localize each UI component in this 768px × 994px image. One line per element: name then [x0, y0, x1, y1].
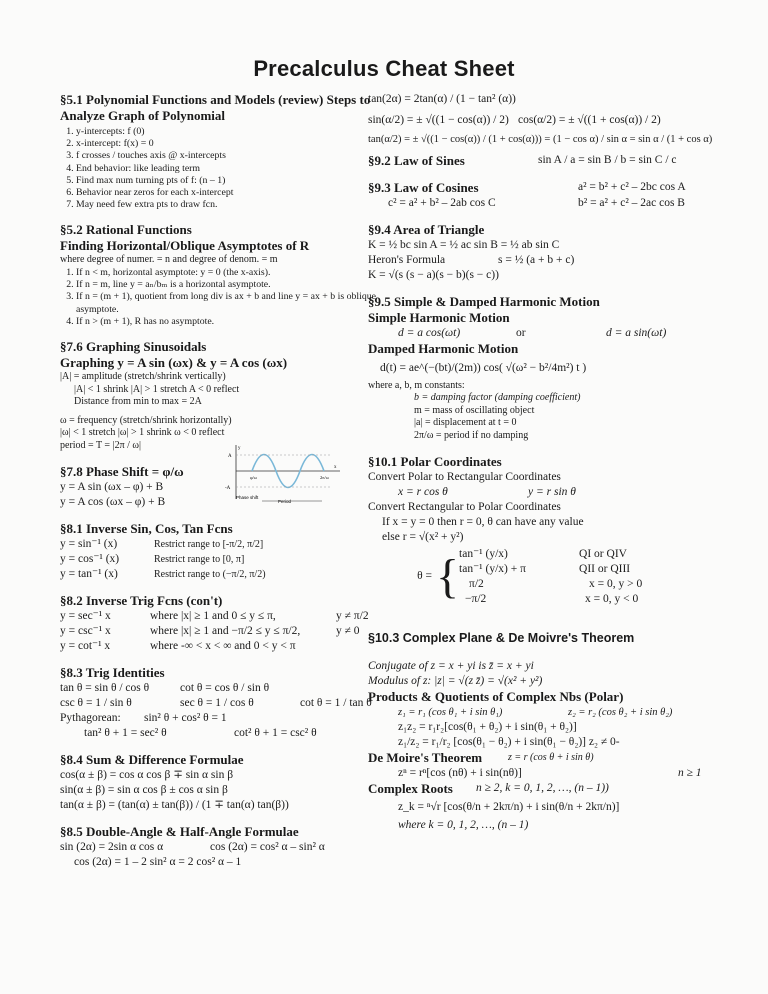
table-row [60, 552, 382, 567]
table-row [60, 567, 382, 582]
section-8-1 [60, 521, 382, 582]
page-title: Precalculus Cheat Sheet [253, 56, 515, 81]
two-pi-omega-label: 2π/ω [320, 475, 329, 480]
list-item: 1. y-intercepts: f (0) [76, 126, 382, 138]
formula-line: cos(α ± β) = cos α cos β ∓ sin α sin β [60, 768, 234, 781]
identity: csc θ = 1 / sin θ [60, 696, 132, 709]
formula-line: K = ½ bc sin A = ½ ac sin B = ½ ab sin C [368, 238, 560, 251]
text-line: else r = √(x² + y²) [382, 530, 464, 543]
section-heading: §8.2 Inverse Trig Fcns (con't) [60, 592, 223, 608]
section-subheading: Simple Harmonic Motion [368, 309, 510, 325]
text-line: Convert Polar to Rectangular Coordinates [368, 470, 561, 483]
intro-text: where degree of numer. = n and degree of denom. = m [60, 254, 278, 266]
section-9-5 [368, 294, 718, 443]
formula-row [60, 840, 382, 855]
y-label: y [238, 446, 241, 451]
condition-cell: where |x| ≥ 1 and 0 ≤ y ≤ π, [150, 609, 276, 622]
formula: a² = b² + c² – 2bc cos A [578, 180, 686, 193]
text-line: |ω| < 1 stretch |ω| > 1 shrink ω < 0 reflect [60, 427, 225, 439]
case-value: π/2 [469, 577, 484, 590]
text-line: If x = y = 0 then r = 0, θ can have any value [382, 515, 584, 528]
formula-line: y = A cos (ωx – φ) + B [60, 495, 166, 508]
formula-cell: y = tan⁻¹ (x) [60, 567, 118, 580]
section-heading: §8.1 Inverse Sin, Cos, Tan Fcns [60, 520, 233, 536]
section-heading: §7.8 Phase Shift = φ/ω [60, 463, 184, 479]
condition: n ≥ 1 [678, 766, 702, 779]
neg-a-label: -A [225, 486, 231, 491]
formula: sin A / a = sin B / b = sin C / c [538, 153, 677, 166]
identity: cot θ = cos θ / sin θ [180, 681, 270, 694]
right-column [368, 92, 718, 833]
identity: tan² θ + 1 = sec² θ [84, 726, 167, 739]
text-line: period = T = |2π / ω| [60, 440, 141, 451]
complex-roots-row [368, 781, 718, 797]
section-heading: §9.5 Simple & Damped Harmonic Motion [368, 293, 600, 309]
identity-row [60, 726, 382, 741]
formula-line: tan(α ± β) = (tan(α) ± tan(β)) / (1 ∓ tan(α) tan(β)) [60, 798, 289, 811]
phase-shift-label: Phase shift [236, 495, 259, 500]
condition-cell: where -∞ < x < ∞ and 0 < y < π [150, 639, 296, 652]
cosine-row [368, 180, 718, 196]
conjunction: or [516, 326, 526, 339]
phase-shift-graph [222, 441, 342, 513]
period-label: Period [278, 499, 292, 504]
section-9-2 [368, 153, 718, 169]
list-item: 5. Find max num turning pts of f: (n – 1) [76, 175, 382, 187]
section-7-6 [60, 339, 382, 453]
phi-omega-label: φ/ω [250, 475, 257, 480]
text-line: Conjugate of z = x + yi is z̄ = x + yi [368, 659, 534, 672]
section-heading: §8.4 Sum & Difference Formulae [60, 751, 244, 767]
formula-line: sin(α ± β) = sin α cos β ± cos α sin β [60, 783, 228, 796]
section-10-1 [368, 454, 718, 607]
formula: cos (2α) = cos² α – sin² α [210, 840, 325, 853]
section-10-3 [368, 630, 718, 833]
formula: sin (2α) = 2sin α cos α [60, 840, 164, 853]
section-9-3 [368, 180, 718, 211]
note-line: b = damping factor (damping coefficient) [414, 392, 581, 404]
formula: z₂ = r₂ (cos θ₂ + i sin θ₂) [568, 706, 673, 718]
cases-list [459, 547, 659, 607]
demoivre-row [368, 750, 718, 766]
formula-row [368, 113, 718, 128]
section-heading: §5.1 Polynomial Functions and Models (review) Steps to Analyze Graph of Polynomial [60, 92, 371, 123]
identity: tan θ = sin θ / cos θ [60, 681, 150, 694]
list-item: 3. If n = (m + 1), quotient from long div is ax + b and line y = ax + b is oblique asymptote. [76, 291, 382, 315]
a-label: A [228, 454, 232, 459]
formula: c² = a² + b² – 2ab cos C [388, 196, 496, 209]
section-5-1 [60, 92, 382, 211]
note-cell: Restrict range to (−π/2, π/2) [154, 568, 266, 580]
table-row [60, 537, 382, 552]
text-line: Distance from min to max = 2A [74, 396, 202, 408]
case-condition: x = 0, y > 0 [589, 577, 643, 590]
note-line: |a| = displacement at t = 0 [414, 417, 517, 429]
formula-cell: y = sin⁻¹ (x) [60, 537, 118, 550]
identity: cot² θ + 1 = csc² θ [234, 726, 317, 739]
formula-cell: y = csc⁻¹ x [60, 624, 111, 637]
formula: z = r (cos θ + i sin θ) [508, 751, 594, 763]
formula-line: d(t) = ae^(−(bt)/(2m)) cos( √(ω² − b²/4m²) t ) [380, 361, 587, 374]
theta-cases [368, 547, 718, 607]
formula: d = a cos(ωt) [398, 326, 461, 339]
numbered-list [60, 267, 382, 328]
section-heading: §5.2 Rational Functions [60, 222, 192, 238]
formula-row [368, 705, 718, 720]
formula: s = ½ (a + b + c) [498, 253, 575, 266]
formula-cell: y = cos⁻¹ (x) [60, 552, 120, 565]
condition: n ≥ 2, k = 0, 1, 2, …, (n – 1)) [476, 781, 609, 794]
formula-row [368, 485, 718, 500]
table-row [60, 639, 382, 654]
note-line: where a, b, m constants: [368, 379, 465, 391]
formula-line: K = √(s (s − a)(s − b)(s − c)) [368, 268, 499, 281]
text-line: Modulus of z: |z| = √(z z̄) = √(x² + y²) [368, 674, 543, 687]
note-line: m = mass of oscillating object [414, 404, 535, 416]
section-9-4 [368, 222, 718, 283]
formula: cos(α/2) = ± √((1 + cos(α)) / 2) [518, 114, 661, 126]
formula-line: cos (2α) = 1 – 2 sin² α = 2 cos² α – 1 [74, 855, 242, 868]
theta-label: θ = [417, 570, 432, 583]
section-heading: §9.4 Area of Triangle [368, 221, 485, 237]
list-item: 7. May need few extra pts to draw fcn. [76, 199, 382, 211]
identity-row [60, 696, 382, 711]
x-label: x [334, 465, 337, 470]
section-heading: §9.3 Law of Cosines [368, 179, 479, 195]
case-condition: QI or QIV [579, 547, 627, 560]
subheading: De Moire's Theorem [368, 749, 483, 765]
case-value: tan⁻¹ (y/x) [459, 547, 508, 560]
formula-row [368, 326, 718, 341]
formula: sin(α/2) = ± √((1 − cos(α)) / 2) [368, 114, 509, 126]
section-heading: §8.3 Trig Identities [60, 664, 165, 680]
list-item: 1. If n < m, horizontal asymptote: y = 0 (the x-axis). [76, 267, 382, 279]
case-condition: QII or QIII [579, 562, 631, 575]
identity: cot θ = 1 / tan θ [300, 696, 372, 709]
label: Heron's Formula [368, 253, 446, 266]
list-item: 4. If n > (m + 1), R has no asymptote. [76, 316, 382, 328]
section-heading: §10.1 Polar Coordinates [368, 453, 502, 469]
formula-line: z_k = ⁿ√r [cos(θ/n + 2kπ/n) + i sin(θ/n + 2kπ/n)] [398, 800, 620, 813]
text-line: Convert Rectangular to Polar Coordinates [368, 500, 561, 513]
identity: sin² θ + cos² θ = 1 [144, 711, 227, 724]
list-item: 6. Behavior near zeros for each x-intercept [76, 187, 382, 199]
formula: zⁿ = rⁿ[cos (nθ) + i sin(nθ)] [398, 766, 522, 779]
formula: z₁ = r₁ (cos θ₁ + i sin θ₁) [398, 706, 503, 718]
list-item: 2. x-intercept: f(x) = 0 [76, 138, 382, 150]
section-8-4 [60, 752, 382, 813]
exclusion-cell: y ≠ π/2 [336, 609, 369, 622]
formula-line: z₁/z₂ = r₁/r₂ [cos(θ₁ − θ₂) + i sin(θ₁ − θ₂)] z₂ ≠ 0- [398, 735, 620, 748]
case-value: tan⁻¹ (y/x) + π [459, 562, 526, 575]
text-line: ω = frequency (stretch/shrink horizontally) [60, 414, 232, 426]
section-5-2 [60, 222, 382, 328]
formula-line: y = A sin (ωx – φ) + B [60, 480, 164, 493]
case-value: −π/2 [465, 592, 487, 605]
section-8-5 [60, 824, 382, 870]
formula-cell: y = cot⁻¹ x [60, 639, 111, 652]
condition-cell: where |x| ≥ 1 and −π/2 ≤ y ≤ π/2, [150, 624, 301, 637]
note-cell: Restrict range to [0, π] [154, 553, 245, 565]
identity-row [60, 711, 382, 726]
brace: { [436, 549, 460, 603]
section-heading: §9.2 Law of Sines [368, 152, 465, 168]
section-heading: §7.6 Graphing Sinusoidals [60, 339, 207, 355]
formula-line: tan(α/2) = ± √((1 − cos(α)) / (1 + cos(α))) = (1 − cos α) / sin α = sin α / (1 + cos α) [368, 134, 713, 145]
formula: d = a sin(ωt) [606, 326, 667, 339]
list-item: 3. f crosses / touches axis @ x-intercepts [76, 150, 382, 162]
text-line: |A| < 1 shrink |A| > 1 stretch A < 0 reflect [74, 383, 240, 395]
section-heading: §8.5 Double-Angle & Half-Angle Formulae [60, 823, 299, 839]
table-row [60, 624, 382, 639]
text-line: where k = 0, 1, 2, …, (n – 1) [398, 818, 529, 831]
section-heading: §10.3 Complex Plane & De Moivre's Theorem [368, 631, 635, 646]
table-row [60, 609, 382, 624]
section-8-2 [60, 593, 382, 654]
case-row [459, 577, 659, 592]
exclusion-cell: y ≠ 0 [336, 624, 360, 637]
section-subheading: Graphing y = A sin (ωx) & y = A cos (ωx) [60, 355, 288, 371]
case-row [459, 592, 659, 607]
text-line: |A| = amplitude (stretch/shrink vertically) [60, 371, 226, 383]
case-condition: x = 0, y < 0 [585, 592, 639, 605]
formula-row [368, 253, 718, 268]
formula-cell: y = sec⁻¹ x [60, 609, 111, 622]
formula: b² = a² + c² – 2ac cos B [578, 196, 685, 209]
list-item: 4. End behavior: like leading term [76, 163, 382, 175]
case-row [459, 547, 659, 562]
formula: x = r cos θ [398, 485, 448, 498]
section-8-3 [60, 665, 382, 741]
identity: sec θ = 1 / cos θ [180, 696, 254, 709]
formula: y = r sin θ [528, 485, 576, 498]
case-row [459, 562, 659, 577]
cosine-row [368, 196, 718, 211]
formula-line: z₁z₂ = r₁r₂[cos(θ₁ + θ₂) + i sin(θ₁ + θ₂)] [398, 720, 577, 733]
half-angle-block [368, 92, 718, 147]
note-line: 2π/ω = period if no damping [414, 429, 529, 441]
list-item: 2. If n = m, line y = aₙ/bₘ is a horizontal asymptote. [76, 279, 382, 291]
note-cell: Restrict range to [-π/2, π/2] [154, 538, 264, 550]
section-subheading: Finding Horizontal/Oblique Asymptotes of R [60, 238, 310, 254]
subheading: Products & Quotients of Complex Nbs (Polar) [368, 688, 624, 704]
subheading: Complex Roots [368, 780, 453, 796]
numbered-list [60, 126, 382, 211]
formula-line: tan(2α) = 2tan(α) / (1 − tan² (α)) [368, 93, 516, 105]
label: Pythagorean: [60, 711, 121, 724]
formula-row [368, 766, 718, 781]
section-subheading: Damped Harmonic Motion [368, 340, 519, 356]
identity-row [60, 681, 382, 696]
